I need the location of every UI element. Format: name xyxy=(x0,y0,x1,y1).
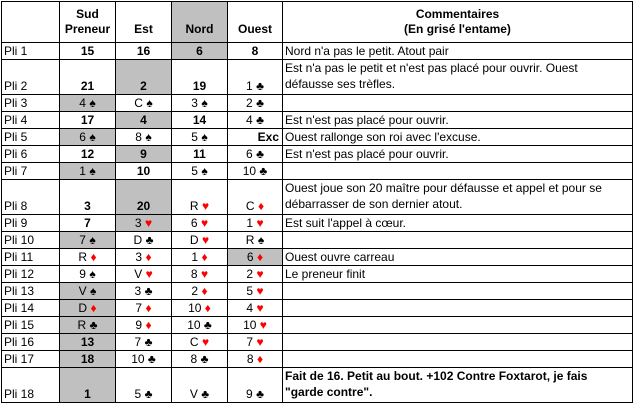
ouest-card xyxy=(228,334,283,351)
pli-label: Pli 5 xyxy=(2,129,60,146)
pli-label: Pli 4 xyxy=(2,112,60,129)
comment: Ouest ouvre carreau xyxy=(283,249,633,266)
nord-card: 19 xyxy=(172,60,228,95)
est-card: 9 xyxy=(116,146,172,163)
club-icon: ♣ xyxy=(203,318,212,332)
spade-icon: ♠ xyxy=(89,267,96,281)
table-row xyxy=(2,368,633,403)
card-value: 1 xyxy=(191,250,199,264)
club-icon: ♣ xyxy=(256,147,264,161)
est-card: 20 xyxy=(116,180,172,215)
table-row xyxy=(2,163,633,180)
spade-icon: ♠ xyxy=(257,233,265,247)
pli-label: Pli 9 xyxy=(2,215,60,232)
ouest-card xyxy=(228,232,283,249)
ouest-card xyxy=(228,163,283,180)
sud-card: 7 xyxy=(60,215,116,232)
card-value: 2 xyxy=(246,267,254,281)
pli-label: Pli 10 xyxy=(2,232,60,249)
sud-card xyxy=(60,283,116,300)
table-row xyxy=(2,334,633,351)
diamond-icon: ♦ xyxy=(145,250,152,264)
card-value: 6 xyxy=(190,216,198,230)
ouest-card xyxy=(228,368,283,403)
est-card xyxy=(116,334,172,351)
est-card: 2 xyxy=(116,60,172,95)
pli-label: Pli 16 xyxy=(2,334,60,351)
card-value: 6 xyxy=(79,130,86,144)
est-card: 16 xyxy=(116,43,172,60)
nord-card xyxy=(172,317,228,334)
est-card xyxy=(116,351,172,368)
card-value: 4 xyxy=(246,113,253,127)
est-card xyxy=(116,129,172,146)
table-row xyxy=(2,146,633,163)
comment: Est n'a pas le petit et n'est pas placé pour ouvrir. Ouest défausse ses trèfles. xyxy=(283,60,633,95)
diamond-icon: ♦ xyxy=(256,250,264,264)
header-row xyxy=(2,2,633,43)
comment: Ouest rallonge son roi avec l'excuse. xyxy=(283,129,633,146)
sud-card xyxy=(60,300,116,317)
sud-card xyxy=(60,232,116,249)
diamond-icon: ♦ xyxy=(256,352,264,366)
card-value: 2 xyxy=(246,96,253,110)
est-card: 4 xyxy=(116,112,172,129)
pli-label: Pli 7 xyxy=(2,163,60,180)
header-ouest xyxy=(228,2,283,43)
comment xyxy=(283,351,633,368)
pli-label: Pli 13 xyxy=(2,283,60,300)
spade-icon: ♠ xyxy=(89,96,96,110)
club-icon: ♣ xyxy=(144,335,153,349)
card-value: 5 xyxy=(134,387,142,401)
heart-icon: ♥ xyxy=(256,284,264,298)
comment xyxy=(283,334,633,351)
pli-label: Pli 3 xyxy=(2,95,60,112)
card-value: 10 xyxy=(242,164,257,178)
table-row xyxy=(2,300,633,317)
club-icon: ♣ xyxy=(200,352,209,366)
card-value: 10 xyxy=(131,352,145,366)
comment xyxy=(283,95,633,112)
est-card: 10 xyxy=(116,163,172,180)
nord-card: 6 xyxy=(172,43,228,60)
sud-card xyxy=(60,129,116,146)
table-row xyxy=(2,112,633,129)
heart-icon: ♥ xyxy=(201,233,210,247)
sud-card: 15 xyxy=(60,43,116,60)
header-comment xyxy=(283,2,633,43)
table-row xyxy=(2,351,633,368)
ouest-card xyxy=(228,215,283,232)
header-ouest-label: Ouest xyxy=(237,22,272,36)
nord-card xyxy=(172,232,228,249)
card-value: 1 xyxy=(79,164,86,178)
diamond-icon: ♦ xyxy=(201,284,208,298)
nord-card xyxy=(172,95,228,112)
ouest-card xyxy=(228,317,283,334)
sud-card: 21 xyxy=(60,60,116,95)
comment xyxy=(283,232,633,249)
diamond-icon: ♦ xyxy=(257,199,265,213)
card-value: 1 xyxy=(246,216,254,230)
pli-label: Pli 14 xyxy=(2,300,60,317)
card-value: 8 xyxy=(190,352,198,366)
heart-icon: ♥ xyxy=(201,335,210,349)
card-value: 10 xyxy=(243,318,257,332)
header-pli-cell xyxy=(2,2,60,43)
card-value: C xyxy=(134,96,143,110)
nord-card xyxy=(172,129,228,146)
pli-label: Pli 11 xyxy=(2,249,60,266)
pli-label: Pli 1 xyxy=(2,43,60,60)
pli-label: Pli 6 xyxy=(2,146,60,163)
sud-card: 13 xyxy=(60,334,116,351)
header-preneur: Preneur xyxy=(64,22,111,36)
spade-icon: ♠ xyxy=(201,164,208,178)
club-icon: ♣ xyxy=(144,387,153,401)
card-value: 8 xyxy=(190,267,198,281)
sud-card: 12 xyxy=(60,146,116,163)
header-comment-title: Commentaires xyxy=(415,7,500,21)
nord-card xyxy=(172,266,228,283)
table-row xyxy=(2,283,633,300)
card-value: R xyxy=(77,318,87,332)
card-value: 10 xyxy=(188,301,202,315)
club-icon: ♣ xyxy=(259,164,268,178)
heart-icon: ♥ xyxy=(256,301,264,315)
est-card xyxy=(116,232,172,249)
nord-card xyxy=(172,283,228,300)
table-row xyxy=(2,249,633,266)
card-value: 5 xyxy=(191,130,198,144)
card-value: 3 xyxy=(134,284,142,298)
ouest-card xyxy=(228,300,283,317)
ouest-card xyxy=(228,249,283,266)
nord-card xyxy=(172,334,228,351)
pli-label: Pli 8 xyxy=(2,180,60,215)
card-value: R xyxy=(78,250,88,264)
est-card xyxy=(116,95,172,112)
card-value: 5 xyxy=(191,164,198,178)
club-icon: ♣ xyxy=(89,318,98,332)
nord-card xyxy=(172,215,228,232)
est-card xyxy=(116,249,172,266)
header-comment-sub: (En grisé l'entame) xyxy=(404,22,511,36)
spade-icon: ♠ xyxy=(89,284,97,298)
header-sud: Sud xyxy=(76,7,99,21)
card-value: 8 xyxy=(246,352,254,366)
header-nord-label: Nord xyxy=(185,22,214,36)
club-icon: ♣ xyxy=(145,233,154,247)
comment xyxy=(283,163,633,180)
est-card xyxy=(116,300,172,317)
nord-card xyxy=(172,368,228,403)
card-value: 6 xyxy=(246,147,253,161)
spade-icon: ♠ xyxy=(145,130,152,144)
nord-card xyxy=(172,180,228,215)
sud-card xyxy=(60,317,116,334)
nord-card xyxy=(172,300,228,317)
diamond-icon: ♦ xyxy=(145,318,152,332)
sud-card: 1 xyxy=(60,368,116,403)
spade-icon: ♠ xyxy=(201,130,208,144)
pli-label: Pli 12 xyxy=(2,266,60,283)
sud-card xyxy=(60,249,116,266)
card-value: 3 xyxy=(134,216,142,230)
card-value: R xyxy=(245,233,255,247)
club-icon: ♣ xyxy=(147,352,156,366)
ouest-card xyxy=(228,180,283,215)
header-est-label: Est xyxy=(134,22,153,36)
card-value: 2 xyxy=(191,284,199,298)
heart-icon: ♥ xyxy=(144,216,153,230)
comment xyxy=(283,317,633,334)
diamond-icon: ♦ xyxy=(90,250,97,264)
diamond-icon: ♦ xyxy=(90,301,97,315)
table-row xyxy=(2,232,633,249)
heart-icon: ♥ xyxy=(259,318,267,332)
heart-icon: ♥ xyxy=(256,335,264,349)
card-value: 8 xyxy=(135,130,142,144)
nord-card: 11 xyxy=(172,146,228,163)
card-value: 6 xyxy=(246,250,254,264)
comment: Le preneur finit xyxy=(283,266,633,283)
card-value: V xyxy=(189,387,198,401)
comment: Est suit l'appel à cœur. xyxy=(283,215,633,232)
ouest-card xyxy=(228,283,283,300)
club-icon: ♣ xyxy=(256,96,264,110)
heart-icon: ♥ xyxy=(256,216,264,230)
card-value: 10 xyxy=(187,318,201,332)
heart-icon: ♥ xyxy=(200,267,209,281)
comment: Fait de 16. Petit au bout. +102 Contre Foxtarot, je fais "garde contre". xyxy=(283,368,633,403)
ouest-card xyxy=(228,60,283,95)
card-value: 9 xyxy=(135,318,143,332)
table-row xyxy=(2,317,633,334)
table-row xyxy=(2,129,633,146)
card-value: 1 xyxy=(246,79,253,93)
comment: Est n'est pas placé pour ouvrir. xyxy=(283,146,633,163)
est-card xyxy=(116,215,172,232)
pli-label: Pli 15 xyxy=(2,317,60,334)
sud-card: 17 xyxy=(60,112,116,129)
spade-icon: ♠ xyxy=(146,96,153,110)
table-row xyxy=(2,180,633,215)
card-value: D xyxy=(133,233,143,247)
ouest-card xyxy=(228,351,283,368)
ouest-card: 8 xyxy=(228,43,283,60)
est-card xyxy=(116,283,172,300)
card-value: C xyxy=(245,199,255,213)
sud-card: 3 xyxy=(60,180,116,215)
comment: Est n'est pas placé pour ouvrir. xyxy=(283,112,633,129)
diamond-icon: ♦ xyxy=(145,301,152,315)
table-row xyxy=(2,95,633,112)
est-card xyxy=(116,368,172,403)
sud-card xyxy=(60,163,116,180)
nord-card xyxy=(172,163,228,180)
table-row xyxy=(2,60,633,95)
spade-icon: ♠ xyxy=(89,130,96,144)
spade-icon: ♠ xyxy=(89,164,96,178)
heart-icon: ♥ xyxy=(145,267,153,281)
tarot-game-table xyxy=(1,1,633,403)
card-value: 7 xyxy=(246,335,254,349)
club-icon: ♣ xyxy=(256,387,264,401)
ouest-card: Exc xyxy=(228,129,283,146)
est-card xyxy=(116,266,172,283)
card-value: V xyxy=(134,267,143,281)
heart-icon: ♥ xyxy=(256,267,264,281)
ouest-card xyxy=(228,146,283,163)
diamond-icon: ♦ xyxy=(201,250,208,264)
table-row xyxy=(2,266,633,283)
sud-card: 18 xyxy=(60,351,116,368)
card-value: R xyxy=(189,199,199,213)
header-est xyxy=(116,2,172,43)
card-value: D xyxy=(189,233,199,247)
nord-card: 14 xyxy=(172,112,228,129)
card-value: 7 xyxy=(79,233,86,247)
spade-icon: ♠ xyxy=(89,233,96,247)
comment: Nord n'a pas le petit. Atout pair xyxy=(283,43,633,60)
card-value: 7 xyxy=(134,335,142,349)
club-icon: ♣ xyxy=(144,284,153,298)
heart-icon: ♥ xyxy=(201,199,210,213)
nord-card xyxy=(172,351,228,368)
comment: Ouest joue son 20 maître pour défausse et appel et pour se débarrasser de son dernier atout. xyxy=(283,180,633,215)
card-value: 9 xyxy=(246,387,253,401)
est-card xyxy=(116,317,172,334)
table-row xyxy=(2,43,633,60)
comment xyxy=(283,300,633,317)
pli-label: Pli 18 xyxy=(2,368,60,403)
pli-label: Pli 17 xyxy=(2,351,60,368)
header-nord xyxy=(172,2,228,43)
table-row xyxy=(2,215,633,232)
card-value: 3 xyxy=(135,250,143,264)
card-value: C xyxy=(189,335,199,349)
header-sud-preneur xyxy=(60,2,116,43)
club-icon: ♣ xyxy=(256,113,264,127)
card-value: 3 xyxy=(191,96,198,110)
sud-card xyxy=(60,266,116,283)
spade-icon: ♠ xyxy=(201,96,208,110)
pli-label: Pli 2 xyxy=(2,60,60,95)
club-icon: ♣ xyxy=(256,79,264,93)
ouest-card xyxy=(228,112,283,129)
diamond-icon: ♦ xyxy=(204,301,211,315)
club-icon: ♣ xyxy=(201,387,210,401)
card-value: 9 xyxy=(79,267,86,281)
card-value: 7 xyxy=(135,301,143,315)
card-value: 5 xyxy=(246,284,254,298)
ouest-card xyxy=(228,95,283,112)
comment xyxy=(283,283,633,300)
ouest-card xyxy=(228,266,283,283)
sud-card xyxy=(60,95,116,112)
nord-card xyxy=(172,249,228,266)
card-value: D xyxy=(78,301,88,315)
heart-icon: ♥ xyxy=(200,216,209,230)
card-value: 4 xyxy=(79,96,86,110)
card-value: V xyxy=(78,284,87,298)
card-value: 4 xyxy=(246,301,254,315)
